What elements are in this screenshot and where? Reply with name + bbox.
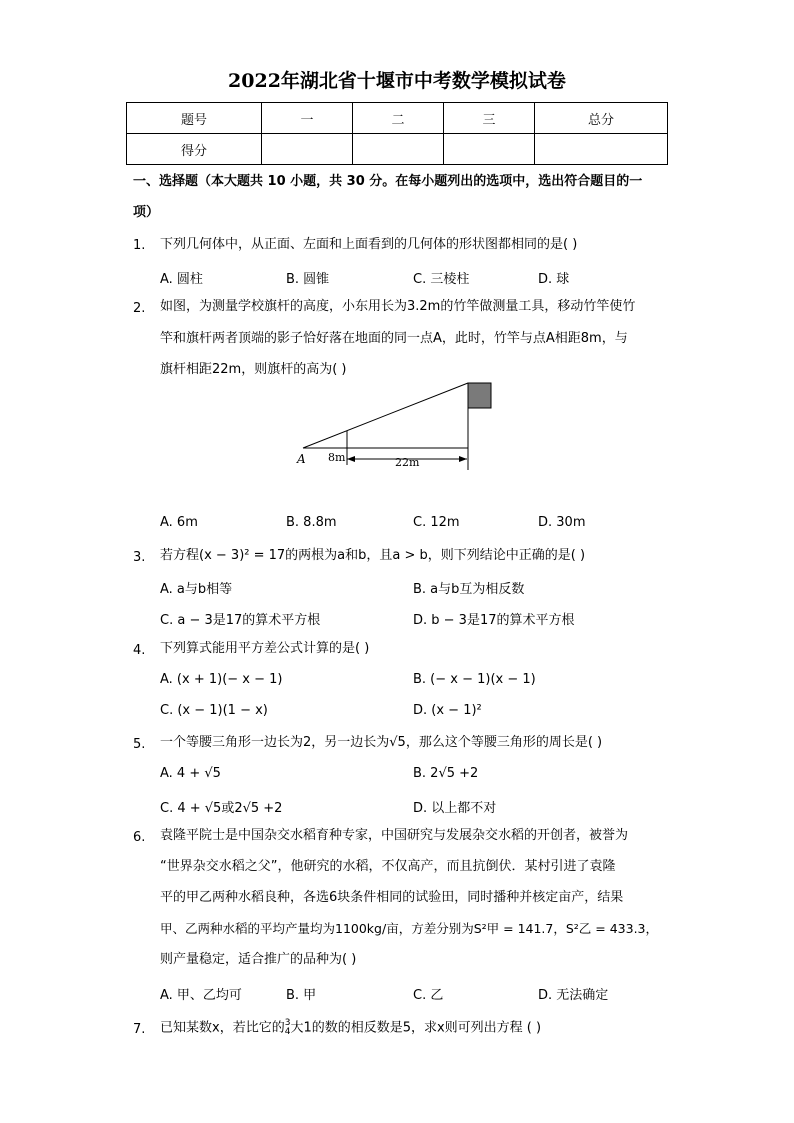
option-c[interactable]: C. 12m — [413, 515, 460, 530]
question-text-line: 甲、乙两种水稻的平均产量均为1100kg/亩，方差分别为S²甲 = 141.7，S²乙 = 433.3， — [160, 921, 658, 936]
question-text-line: 平的甲乙两种水稻良种，各选6块条件相同的试验田，同时播种并核定亩产，结果 — [160, 890, 624, 905]
arrow-head-right — [459, 456, 467, 462]
score-cell[interactable] — [262, 134, 353, 165]
section-heading-cont: 项） — [133, 205, 160, 220]
option-b[interactable]: B. 圆锥 — [286, 272, 330, 287]
score-cell[interactable] — [535, 134, 668, 165]
question-number: 7. — [133, 1022, 146, 1037]
question-number: 4. — [133, 643, 146, 658]
question-text: 下列算式能用平方差公式计算的是( ) — [160, 641, 370, 656]
option-b[interactable]: B. (− x − 1)(x − 1) — [413, 672, 536, 687]
question-text-part: 已知某数x，若比它的 — [160, 1020, 285, 1036]
option-a[interactable]: A. a与b相等 — [160, 582, 233, 597]
option-b[interactable]: B. 甲 — [286, 988, 317, 1003]
question-text-line: 则产量稳定，适合推广的品种为( ) — [160, 952, 357, 967]
question-text-part: 大1的数的相反数是5，求x则可列出方程 ( ) — [290, 1020, 542, 1036]
question-number: 5. — [133, 737, 146, 752]
score-header-cell: 一 — [262, 103, 353, 134]
arrow-head-left — [347, 456, 355, 462]
question-text: 若方程(x − 3)² = 17的两根为a和b，且a > b，则下列结论中正确的是( ) — [160, 548, 586, 563]
score-header-cell: 题号 — [127, 103, 262, 134]
fraction-numerator: 3 — [284, 1018, 291, 1028]
question-text: 一个等腰三角形一边长为2，另一边长为√5，那么这个等腰三角形的周长是( ) — [160, 735, 603, 750]
option-d[interactable]: D. 以上都不对 — [413, 801, 497, 816]
sight-line — [303, 383, 468, 448]
option-d[interactable]: D. 球 — [538, 272, 570, 287]
distance-label-22m: 22m — [395, 456, 420, 469]
score-table-header-row — [127, 103, 668, 134]
option-d[interactable]: D. 无法确定 — [538, 988, 609, 1003]
option-c[interactable]: C. 4 + √5或2√5 +2 — [160, 801, 283, 816]
option-d[interactable]: D. b − 3是17的算术平方根 — [413, 613, 575, 628]
section-heading: 一、选择题（本大题共 10 小题，共 30 分。在每小题列出的选项中，选出符合题目的一 — [133, 174, 643, 189]
score-table — [126, 102, 668, 165]
distance-label-8m: 8m — [328, 451, 346, 464]
question-text-line: 如图，为测量学校旗杆的高度，小东用长为3.2m的竹竿做测量工具，移动竹竿使竹 — [160, 299, 636, 314]
question-text: 下列几何体中，从正面、左面和上面看到的几何体的形状图都相同的是( ) — [160, 237, 578, 252]
question-text-line: 旗杆相距22m，则旗杆的高为( ) — [160, 362, 347, 377]
score-cell[interactable] — [353, 134, 444, 165]
option-d[interactable]: D. (x − 1)² — [413, 703, 482, 718]
option-d[interactable]: D. 30m — [538, 515, 586, 530]
score-header-cell: 二 — [353, 103, 444, 134]
option-c[interactable]: C. 乙 — [413, 988, 444, 1003]
option-c[interactable]: C. (x − 1)(1 − x) — [160, 703, 268, 718]
option-c[interactable]: C. 三棱柱 — [413, 272, 470, 287]
score-header-cell: 三 — [444, 103, 535, 134]
question-text — [160, 1019, 541, 1038]
question-text-line: 竿和旗杆两者顶端的影子恰好落在地面的同一点A，此时，竹竿与点A相距8m，与 — [160, 331, 628, 346]
question-number: 6. — [133, 830, 146, 845]
question-text-line: “世界杂交水稻之父”，他研究的水稻，不仅高产，而且抗倒伏．某村引进了袁隆 — [160, 859, 616, 874]
question-text-line: 袁隆平院士是中国杂交水稻育种专家，中国研究与发展杂交水稻的开创者，被誉为 — [160, 828, 629, 843]
score-header-cell: 总分 — [535, 103, 668, 134]
option-a[interactable]: A. (x + 1)(− x − 1) — [160, 672, 283, 687]
question-number: 3. — [133, 550, 146, 565]
flag — [468, 383, 491, 408]
option-a[interactable]: A. 圆柱 — [160, 272, 203, 287]
option-a[interactable]: A. 6m — [160, 515, 198, 530]
score-table-score-row — [127, 134, 668, 165]
option-b[interactable]: B. 8.8m — [286, 515, 337, 530]
question-number: 1. — [133, 238, 146, 253]
point-a-label: A — [297, 452, 306, 466]
option-b[interactable]: B. a与b互为相反数 — [413, 582, 525, 597]
fraction-denominator: 4 — [284, 1027, 291, 1037]
score-row-label: 得分 — [127, 134, 262, 165]
option-a[interactable]: A. 4 + √5 — [160, 766, 221, 781]
flagpole-figure — [290, 375, 500, 475]
option-c[interactable]: C. a − 3是17的算术平方根 — [160, 613, 321, 628]
score-cell[interactable] — [444, 134, 535, 165]
option-a[interactable]: A. 甲、乙均可 — [160, 988, 242, 1003]
exam-title: 2022年湖北省十堰市中考数学模拟试卷 — [228, 70, 566, 92]
option-b[interactable]: B. 2√5 +2 — [413, 766, 479, 781]
question-number: 2. — [133, 301, 146, 316]
